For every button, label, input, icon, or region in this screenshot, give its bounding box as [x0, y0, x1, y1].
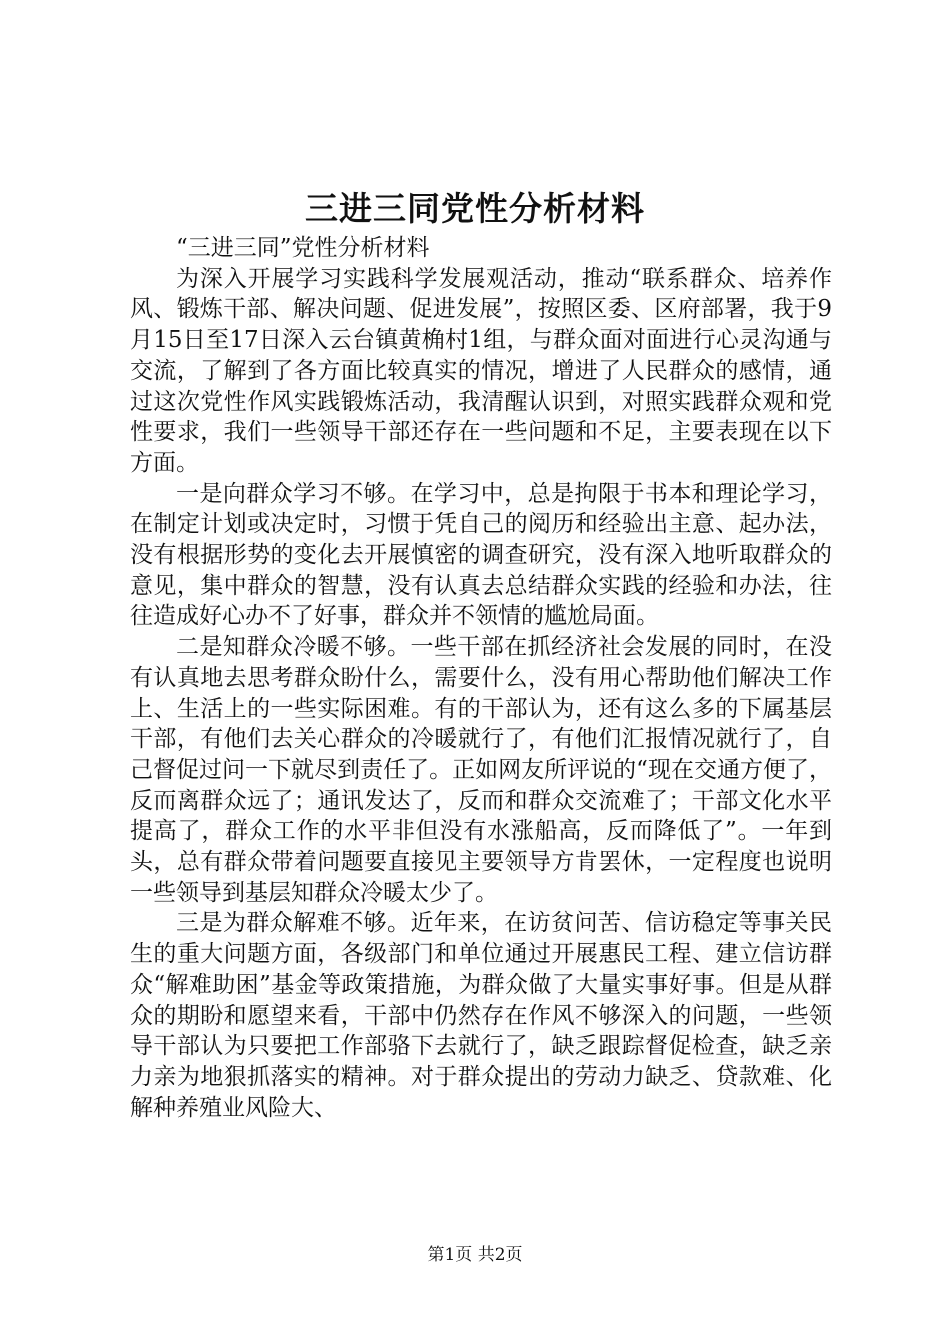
point-three-paragraph: 三是为群众解难不够。近年来，在访贫问苦、信访稳定等事关民生的重大问题方面，各级部门和单位通过开展惠民工程、建立信访群众“解难助困”基金等政策措施，为群众做了大量实事好事。但是从群众的期盼和愿望来看，干部中仍然存在作风不够深入的问题，一些领导干部认为只要把工作部骆下去就行了，缺乏跟踪督促检查，缺乏亲力亲为地狠抓落实的精神。对于群众提出的劳动力缺乏、贷款难、化解种养殖业风险大、: [130, 910, 832, 1121]
document-title: 三进三同党性分析材料: [305, 189, 645, 228]
document-body: [130, 233, 832, 1123]
point-one-paragraph: 一是向群众学习不够。在学习中，总是拘限于书本和理论学习，在制定计划或决定时，习惯于凭自己的阅历和经验出主意、起办法，没有根据形势的变化去开展慎密的调查研究，没有深入地听取群众的意见，集中群众的智慧，没有认真去总结群众实践的经验和办法，往往造成好心办不了好事，群众并不领情的尴尬局面。: [130, 480, 832, 630]
intro-paragraph: 为深入开展学习实践科学发展观活动，推动“联系群众、培养作风、锻炼干部、解决问题、促进发展”，按照区委、区府部署，我于9月15日至17日深入云台镇黄桷村1组，与群众面对面进行心灵沟通与交流，了解到了各方面比较真实的情况，增进了人民群众的感情，通过这次党性作风实践锻炼活动，我清醒认识到，对照实践群众观和党性要求，我们一些领导干部还存在一些问题和不足，主要表现在以下方面。: [130, 265, 832, 476]
page-number-footer: 第1页 共2页: [427, 1245, 523, 1265]
subtitle-paragraph: “三进三同”党性分析材料: [176, 235, 430, 261]
point-two-paragraph: 二是知群众冷暖不够。一些干部在抓经济社会发展的同时，在没有认真地去思考群众盼什么，需要什么，没有用心帮助他们解决工作上、生活上的一些实际困难。有的干部认为，还有这么多的下属基层干部，有他们去关心群众的冷暖就行了，有他们汇报情况就行了，自己督促过问一下就尽到责任了。正如网友所评说的“现在交通方便了，反而离群众远了；通讯发达了，反而和群众交流难了；干部文化水平提高了，群众工作的水平非但没有水涨船高，反而降低了”。一年到头，总有群众带着问题要直接见主要领导方肯罢休，一定程度也说明一些领导到基层知群众冷暖太少了。: [130, 634, 832, 906]
